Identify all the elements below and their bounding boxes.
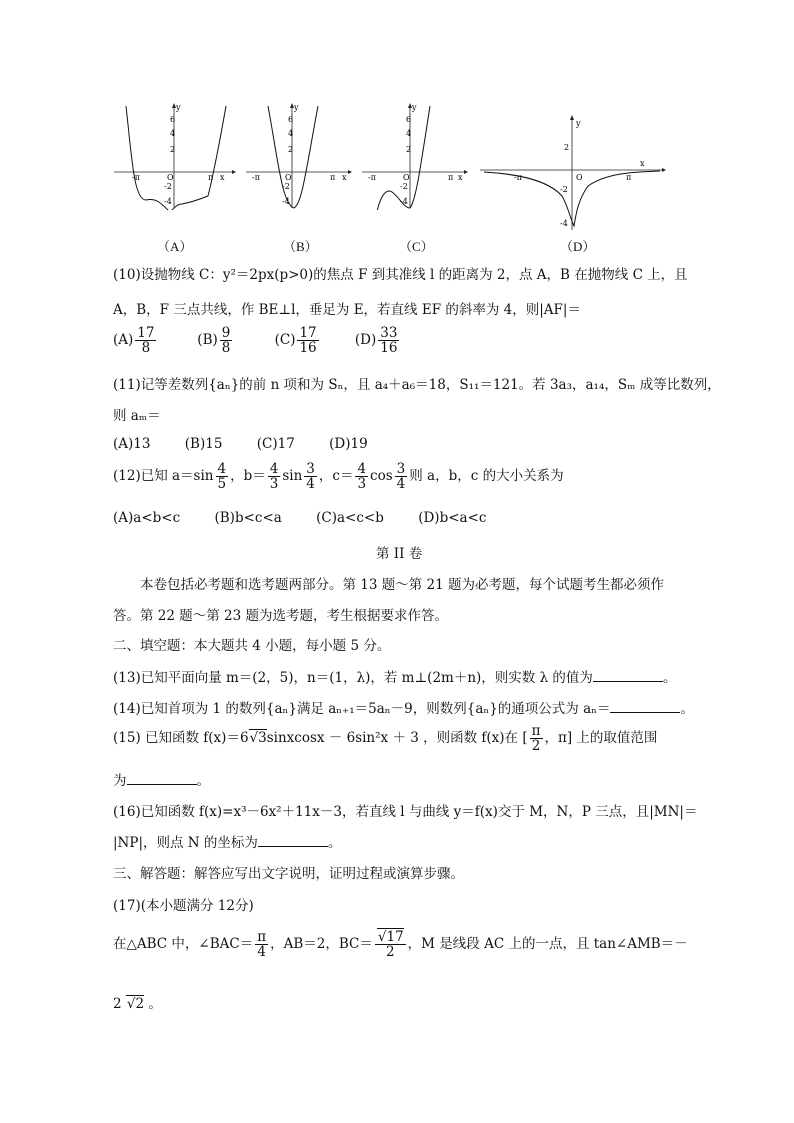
- svg-text:x: x: [640, 159, 645, 168]
- q11-line1: (11)记等差数列{aₙ}的前 n 项和为 Sₙ，且 a₄＋a₆＝18，S₁₁＝121。若 3a₃，a₁₄，Sₘ 成等比数列，: [113, 377, 721, 393]
- graph-d: [478, 114, 666, 234]
- svg-text:-4: -4: [282, 197, 290, 206]
- svg-text:π: π: [208, 173, 214, 182]
- svg-text:y: y: [412, 103, 417, 112]
- svg-text:-2: -2: [164, 182, 172, 191]
- svg-text:x: x: [342, 173, 347, 182]
- svg-text:y: y: [294, 103, 299, 112]
- svg-text:2: 2: [288, 145, 294, 154]
- part2-intro-line2: 答。第 22 题～第 23 题为选考题，考生根据要求作答。: [113, 608, 449, 624]
- svg-text:2: 2: [406, 145, 412, 154]
- q11-line2: 则 aₘ＝: [113, 408, 161, 424]
- q15-line1: (15) 已知函数 f(x)＝6√3sinxcosx － 6sin²x ＋ 3 ，则函数 f(x)在 [ $\frac{\pi}{2}$ ，π] 上的取值范围: [113, 723, 658, 755]
- svg-text:-4: -4: [164, 197, 172, 206]
- section3-heading: 三、解答题：解答应写出文字说明，证明过程或演算步骤。: [113, 866, 464, 882]
- q17-stem: 在△ABC 中，∠BAC＝ $\frac{\pi}{4}$ ，AB＝2，BC＝ $\frac{√17}{2}$ ，M 是线段 AC 上的一点，且 tan∠AMB＝－: [113, 929, 688, 961]
- q16-line2: |NP|，则点 N 的坐标为 。: [113, 835, 342, 851]
- q10-option-d: (D) $\frac{33}{16}$: [354, 325, 398, 357]
- svg-text:-4: -4: [560, 219, 568, 228]
- svg-text:4: 4: [288, 129, 294, 138]
- svg-text:π: π: [448, 173, 454, 182]
- part2-title: 第 II 卷: [376, 546, 423, 562]
- svg-text:y: y: [176, 103, 181, 112]
- svg-text:-4: -4: [400, 197, 408, 206]
- q17-title: (17)(本小题满分 12分): [113, 898, 254, 914]
- graph-a: [112, 100, 236, 210]
- q16-answer-blank[interactable]: [258, 834, 328, 847]
- q10-options: [113, 326, 435, 355]
- svg-text:4: 4: [170, 129, 176, 138]
- q11-options: (A)13 (B)15 (C)17 (D)19: [113, 436, 368, 452]
- graph-b: [244, 100, 352, 210]
- q10-option-c: (C) $\frac{17}{16}$: [274, 325, 317, 357]
- svg-text:-π: -π: [252, 173, 260, 182]
- svg-text:-2: -2: [282, 182, 290, 191]
- q15-answer-blank[interactable]: [127, 772, 197, 785]
- q12-stem: (12)已知 a＝sin $\frac{4}{5}$ ，b＝ $\frac{4}{3}$ sin $\frac{3}{4}$ ，c＝ $\frac{4}{3}$ cos $\frac{3}{4}$ 则 a，b，c 的大小关系为: [113, 461, 564, 493]
- sqrt-symbol: √3: [249, 730, 267, 747]
- q10-line1: (10)设抛物线 C：y²＝2px(p>0)的焦点 F 到其准线 l 的距离为 2，点 A，B 在抛物线 C 上，且: [113, 267, 688, 283]
- q10-option-b: (B) $\frac{9}{8}$: [197, 325, 231, 357]
- part2-intro-line1: 本卷包括必考题和选考题两部分。第 13 题～第 21 题为必考题，每个试题考生都必须作: [140, 577, 665, 593]
- svg-text:6: 6: [406, 115, 412, 124]
- graph-d-label: （D）: [560, 239, 596, 254]
- svg-text:6: 6: [170, 115, 176, 124]
- graph-c: [360, 100, 468, 210]
- svg-text:-π: -π: [368, 173, 376, 182]
- svg-text:π: π: [626, 173, 632, 182]
- q10-option-a: (A) $\frac{17}{8}$: [113, 325, 155, 357]
- svg-text:4: 4: [406, 129, 412, 138]
- svg-text:6: 6: [288, 115, 294, 124]
- graph-b-label: （B）: [283, 239, 318, 254]
- svg-text:x: x: [220, 173, 225, 182]
- q15-line2: 为 。: [113, 773, 210, 789]
- graph-a-label: （A）: [157, 239, 193, 254]
- svg-text:O: O: [285, 173, 292, 182]
- q10-line2: A，B，F 三点共线，作 BE⊥l，垂足为 E，若直线 EF 的斜率为 4，则|AF|＝: [113, 302, 581, 318]
- svg-text:-2: -2: [560, 185, 568, 194]
- q13: (13)已知平面向量 m＝(2，5)，n＝(1，λ)，若 m⊥(2m＋n)，则实数 λ 的值为 。: [113, 670, 677, 686]
- q12-options: (A)a<b<c (B)b<c<a (C)a<c<b (D)b<a<c: [113, 510, 487, 526]
- svg-text:-2: -2: [400, 182, 408, 191]
- q16-line1: (16)已知函数 f(x)=x³－6x²＋11x－3，若直线 l 与曲线 y＝f(x)交于 M，N，P 三点，且|MN|＝: [113, 804, 698, 820]
- svg-text:O: O: [167, 173, 174, 182]
- svg-text:2: 2: [564, 143, 570, 152]
- svg-text:-π: -π: [514, 173, 522, 182]
- svg-text:2: 2: [170, 145, 176, 154]
- svg-text:O: O: [403, 173, 410, 182]
- svg-text:y: y: [576, 119, 581, 128]
- q17-line2: 2 √2 。: [113, 996, 162, 1012]
- graph-c-label: （C）: [399, 239, 434, 254]
- section2-heading: 二、填空题：本大题共 4 小题，每小题 5 分。: [113, 638, 391, 654]
- svg-text:-π: -π: [132, 173, 140, 182]
- svg-text:O: O: [576, 173, 583, 182]
- q13-answer-blank[interactable]: [593, 669, 663, 682]
- q14-answer-blank[interactable]: [610, 700, 680, 713]
- q14: (14)已知首项为 1 的数列{aₙ}满足 aₙ₊₁＝5aₙ－9，则数列{aₙ}的通项公式为 aₙ＝ 。: [113, 701, 694, 717]
- svg-text:π: π: [330, 173, 336, 182]
- svg-text:x: x: [458, 173, 463, 182]
